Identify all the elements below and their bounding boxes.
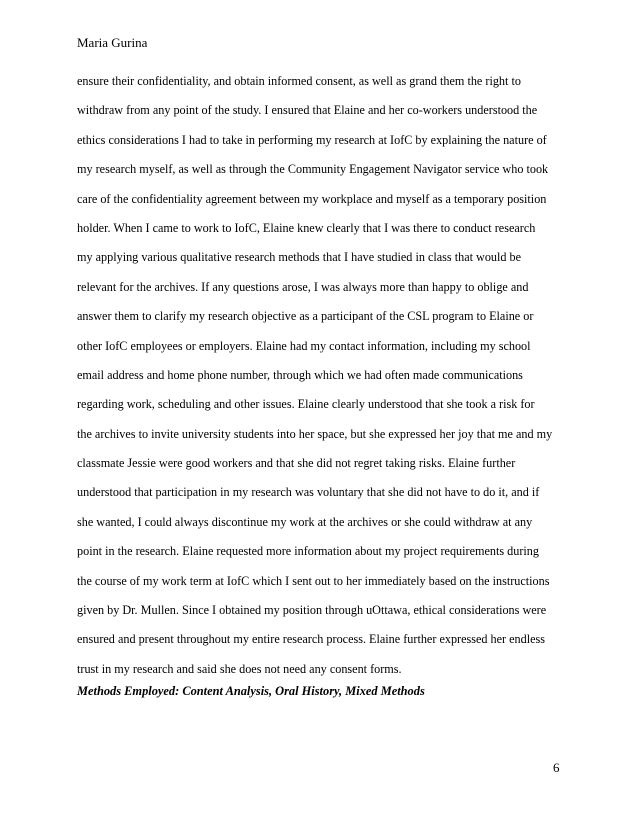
text-line: ethics considerations I had to take in performing my research at IofC by explaining the nature of xyxy=(77,132,547,147)
text-line: classmate Jessie were good workers and that she did not regret taking risks. Elaine further xyxy=(77,456,516,471)
text-line: holder. When I came to work to IofC, Elaine knew clearly that I was there to conduct research xyxy=(77,220,536,235)
text-line: trust in my research and said she does not need any consent forms. xyxy=(77,661,402,676)
text-line: relevant for the archives. If any questions arose, I was always more than happy to oblige and xyxy=(77,279,529,294)
running-header-author: Maria Gurina xyxy=(77,35,148,50)
text-line: given by Dr. Mullen. Since I obtained my position through uOttawa, ethical considerations were xyxy=(77,603,547,618)
text-line: understood that participation in my research was voluntary that she did not have to do it, and if xyxy=(77,485,540,500)
text-line: my applying various qualitative research methods that I have studied in class that would be xyxy=(77,250,522,265)
text-line: ensure their confidentiality, and obtain informed consent, as well as grand them the right to xyxy=(77,74,521,88)
text-line: the course of my work term at IofC which I sent out to her immediately based on the instructions xyxy=(77,573,550,588)
section-heading: Methods Employed: Content Analysis, Oral History, Mixed Methods xyxy=(77,684,425,699)
text-line: she wanted, I could always discontinue my work at the archives or she could withdraw at any xyxy=(77,514,533,529)
text-line: the archives to invite university students into her space, but she expressed her joy that me and my xyxy=(77,426,553,441)
text-line: ensured and present throughout my entire research process. Elaine further expressed her endless xyxy=(77,632,546,647)
text-line: email address and home phone number, through which we had often made communications xyxy=(77,367,523,382)
text-line: care of the confidentiality agreement between my workplace and myself as a temporary position xyxy=(77,191,547,206)
text-line: withdraw from any point of the study. I ensured that Elaine and her co-workers understood the xyxy=(77,103,538,118)
text-line: point in the research. Elaine requested more information about my project requirements during xyxy=(77,544,539,559)
text-line: regarding work, scheduling and other issues. Elaine clearly understood that she took a risk for xyxy=(77,397,535,412)
text-line: answer them to clarify my research objective as a participant of the CSL program to Elaine or xyxy=(77,309,534,324)
text-line: other IofC employees or employers. Elaine had my contact information, including my school xyxy=(77,338,531,353)
page-number: 6 xyxy=(553,760,560,775)
body-paragraph xyxy=(77,67,567,702)
text-line: my research myself, as well as through the Community Engagement Navigator service who took xyxy=(77,162,549,177)
